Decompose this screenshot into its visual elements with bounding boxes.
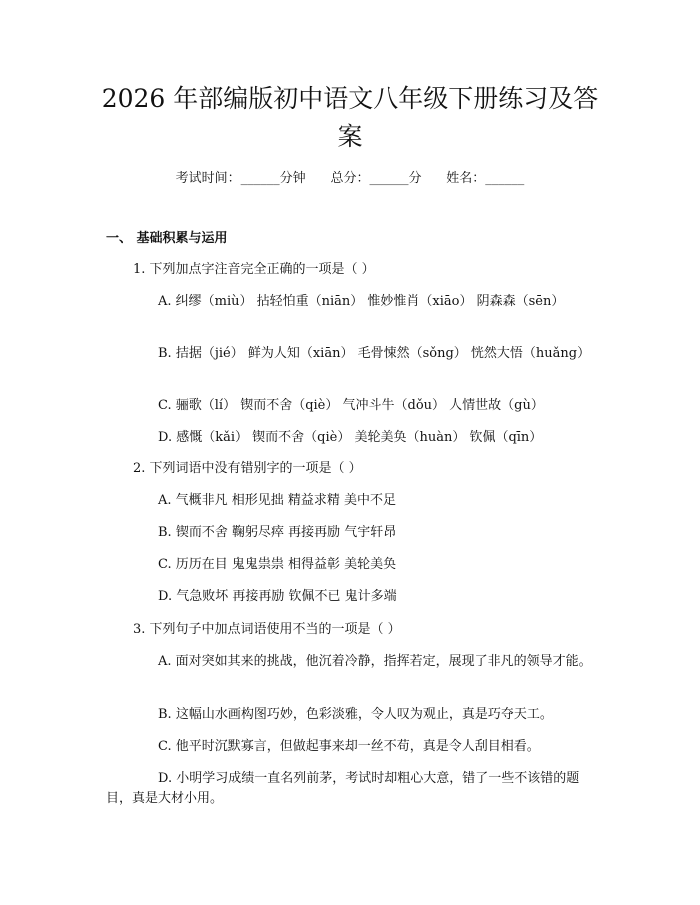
total-score: 总分：______分 [330,171,422,186]
question-3-option-a: A. 面对突如其来的挑战，他沉着冷静，指挥若定，展现了非凡的领导才能。 [158,654,592,669]
question-2-option-b: B. 锲而不舍 鞠躬尽瘁 再接再励 气宇轩昂 [158,525,397,540]
question-2-stem: 2. 下列词语中没有错别字的一项是（ ） [133,461,362,476]
question-1-option-c: C. 骊歌（lí） 锲而不舍（qiè） 气冲斗牛（dǒu） 人情世故（gù） [158,398,544,413]
question-3-option-c: C. 他平时沉默寡言，但做起事来却一丝不苟，真是令人刮目相看。 [158,739,540,754]
exam-info-line [0,170,700,188]
exam-time: 考试时间：______分钟 [175,171,306,186]
question-1-option-d: D. 感慨（kǎi） 锲而不舍（qiè） 美轮美奂（huàn） 钦佩（qīn） [158,430,543,445]
question-1-stem: 1. 下列加点字注音完全正确的一项是（ ） [133,262,375,277]
question-3-option-d: D. 小明学习成绩一直名列前茅，考试时却粗心大意，错了一些不该错的题目，真是大材小用。 [106,771,580,806]
question-1-option-b: B. 拮据（jié） 鲜为人知（xiān） 毛骨悚然（sǒng） 恍然大悟（huǎng） [158,346,591,361]
document-title: 2026 年部编版初中语文八年级下册练习及答案 [101,84,599,151]
question-1-option-a: A. 纠缪（miù） 拈轻怕重（niān） 惟妙惟肖（xiāo） 阴森森（sēn） [158,294,565,309]
question-3-stem: 3. 下列句子中加点词语使用不当的一项是（ ） [133,622,401,637]
question-3-option-b: B. 这幅山水画构图巧妙，色彩淡雅，令人叹为观止，真是巧夺天工。 [158,707,553,722]
question-2-option-d: D. 气急败坏 再接再励 钦佩不已 鬼计多端 [158,589,397,604]
student-name: 姓名：______ [446,171,525,186]
question-2-option-c: C. 历历在目 鬼鬼祟祟 相得益彰 美轮美奂 [158,557,397,572]
question-2-option-a: A. 气概非凡 相形见拙 精益求精 美中不足 [158,493,397,508]
section-heading: 一、 基础积累与运用 [106,231,228,246]
